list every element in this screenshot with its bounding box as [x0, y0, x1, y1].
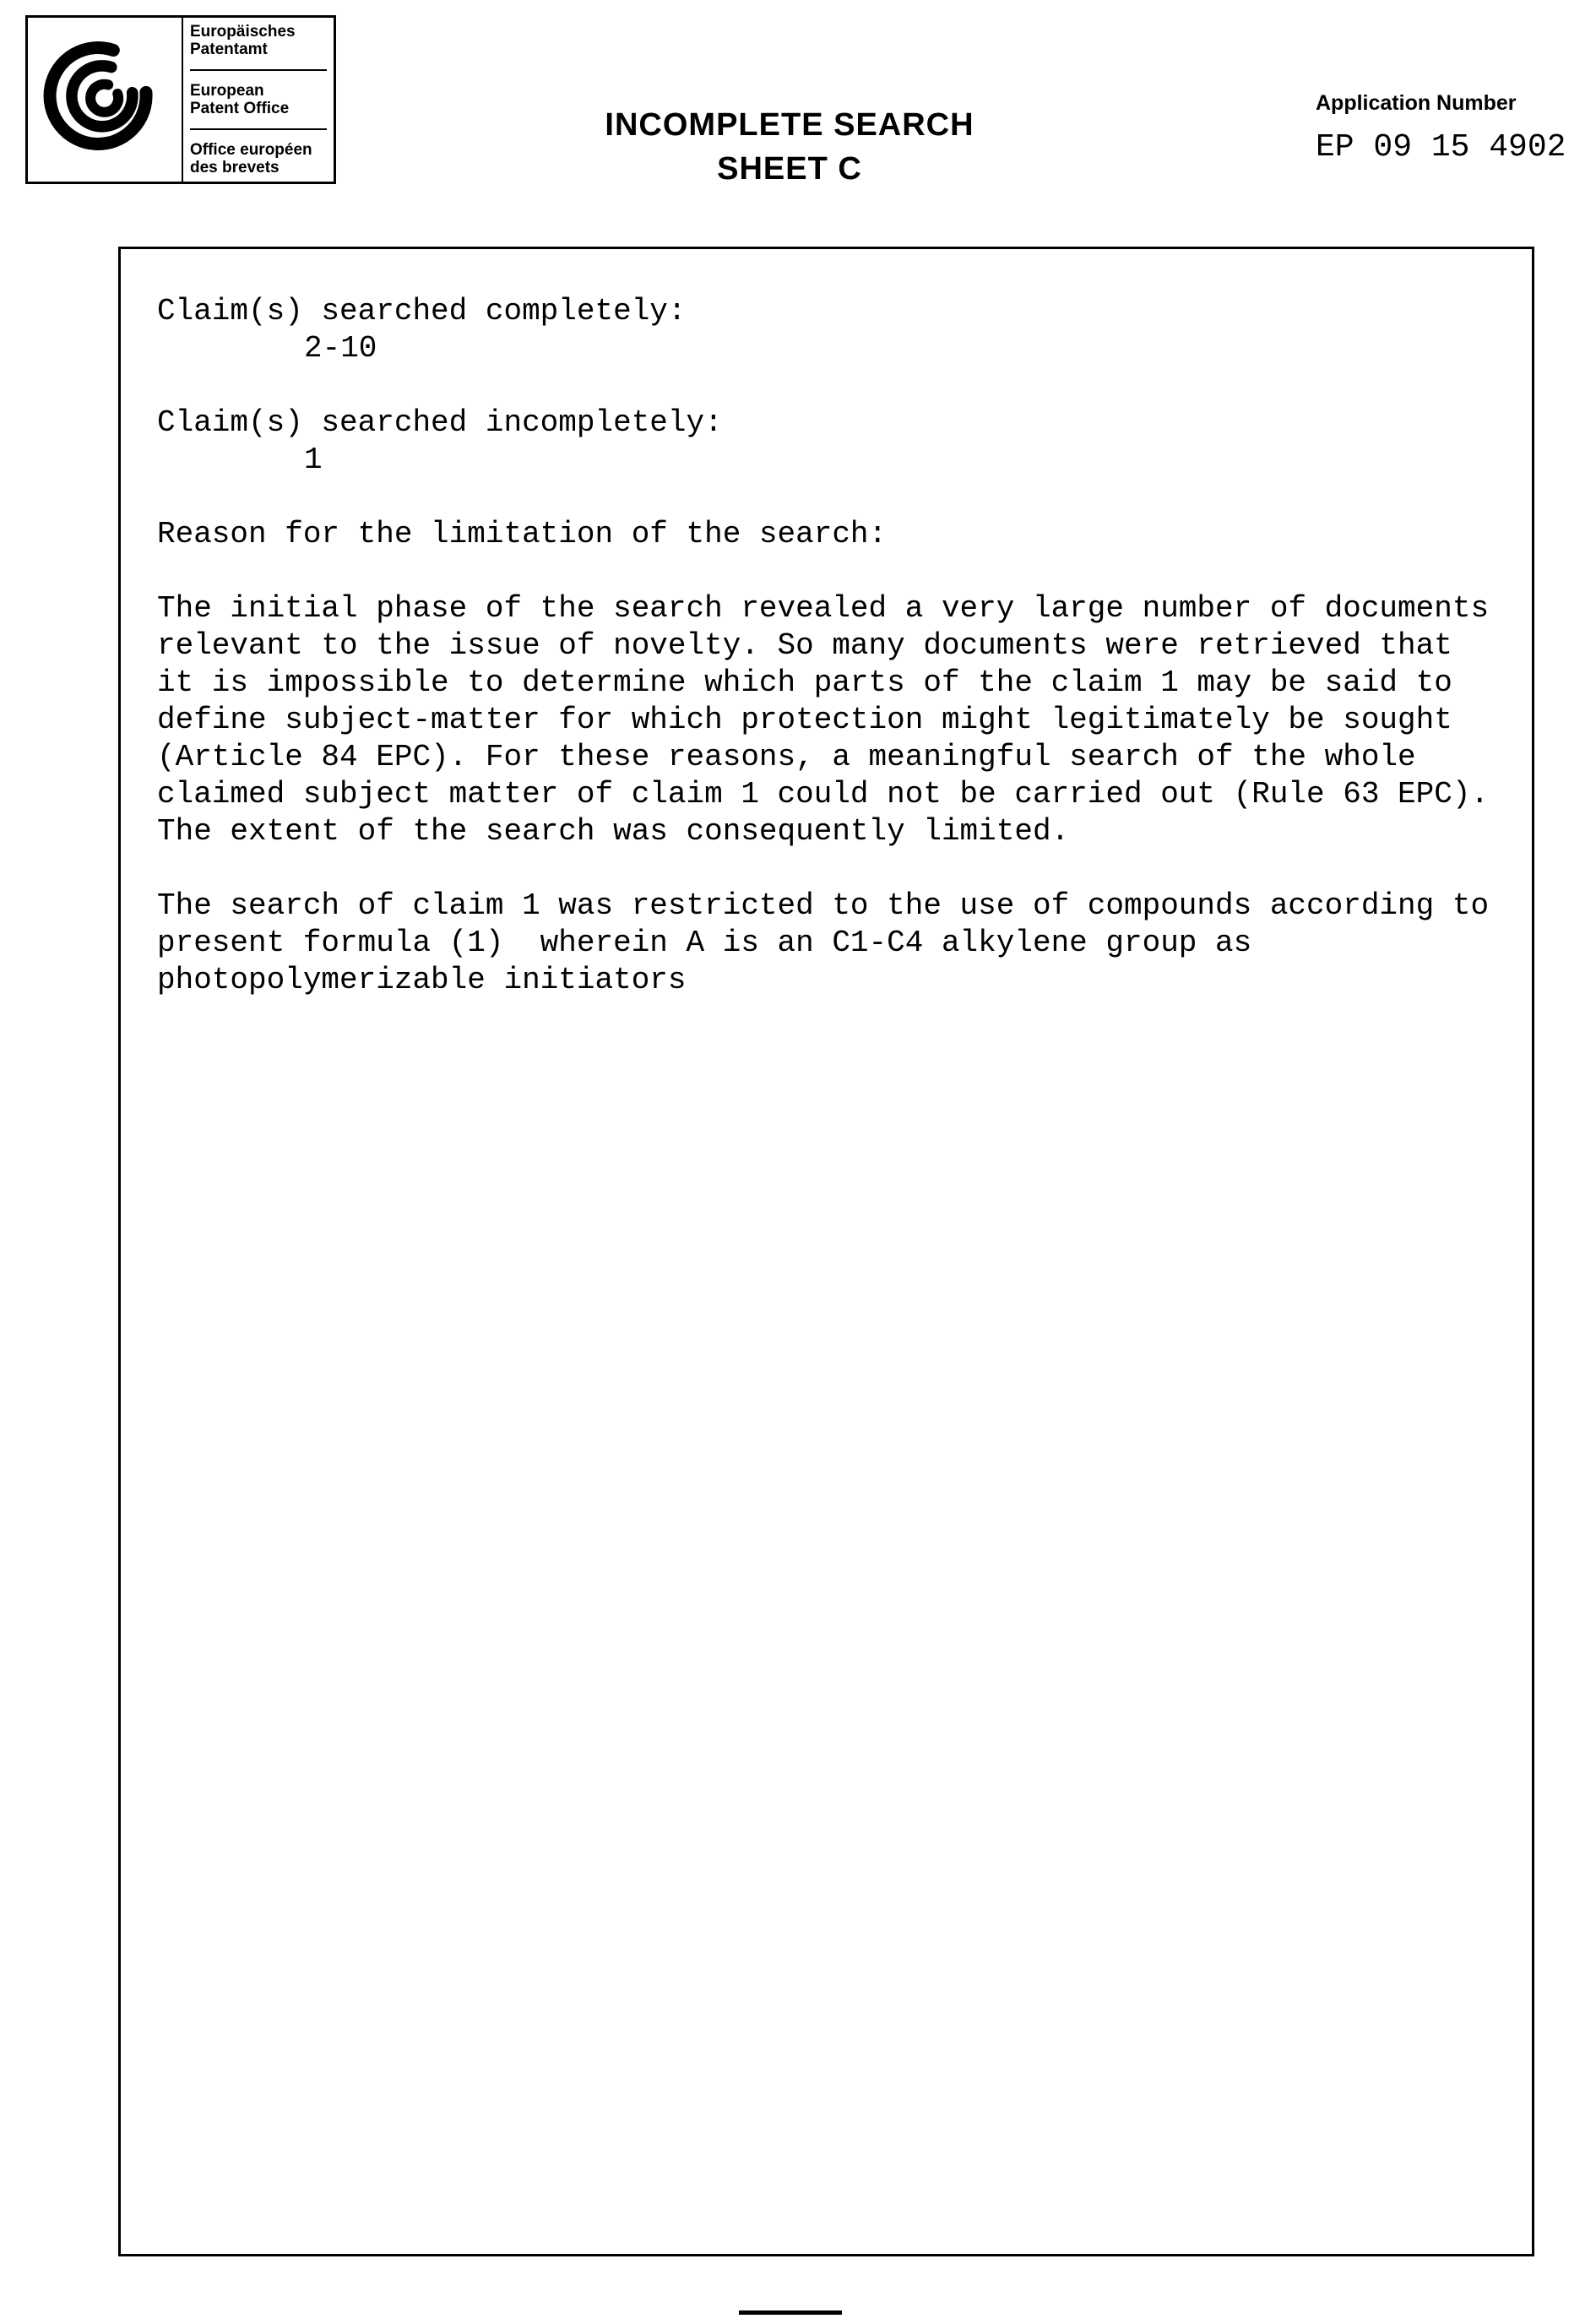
application-number-label: Application Number	[1316, 91, 1517, 115]
epo-name-english: European Patent Office	[190, 82, 290, 117]
search-limitation-content-box	[118, 247, 1534, 2256]
spacer	[157, 553, 1506, 590]
epo-name-french: Office européen des brevets	[190, 141, 312, 176]
spacer	[157, 850, 1506, 888]
application-number-block	[1316, 91, 1566, 166]
footer-page-mark	[739, 2310, 842, 2315]
reason-for-limitation-label: Reason for the limitation of the search:	[157, 517, 888, 551]
spacer	[157, 367, 1506, 405]
claims-searched-completely-value: 2-10	[304, 331, 377, 366]
document-title-line2: SHEET C	[717, 151, 862, 187]
reason-paragraph: The initial phase of the search revealed a very large number of documents relevant to the issue of novelty. So many documents were retrieved that it is impossible to determine which parts of the claim 1 may be said to define subject-matter for which protection might legitimately be sought (Article 84 EPC). For these reasons, a meaningful search of the whole claimed subject matter of claim 1 could not be carried out (Rule 63 EPC). The extent of the search was consequently limited.	[157, 591, 1490, 849]
claims-searched-completely-label: Claim(s) searched completely:	[157, 294, 687, 329]
claims-searched-incompletely-value: 1	[304, 443, 323, 477]
document-title-line1: INCOMPLETE SEARCH	[605, 107, 974, 143]
epo-name-german: Europäisches Patentamt	[190, 23, 296, 58]
restriction-paragraph: The search of claim 1 was restricted to the use of compounds according to present formula (1) wherein A is an C1-C4 alkylene group as photopolymerizable initiators	[157, 888, 1490, 997]
claims-searched-incompletely-label: Claim(s) searched incompletely:	[157, 405, 723, 440]
application-number-value: EP 09 15 4902	[1316, 129, 1566, 166]
spacer	[157, 479, 1506, 516]
logo-divider	[190, 69, 327, 71]
